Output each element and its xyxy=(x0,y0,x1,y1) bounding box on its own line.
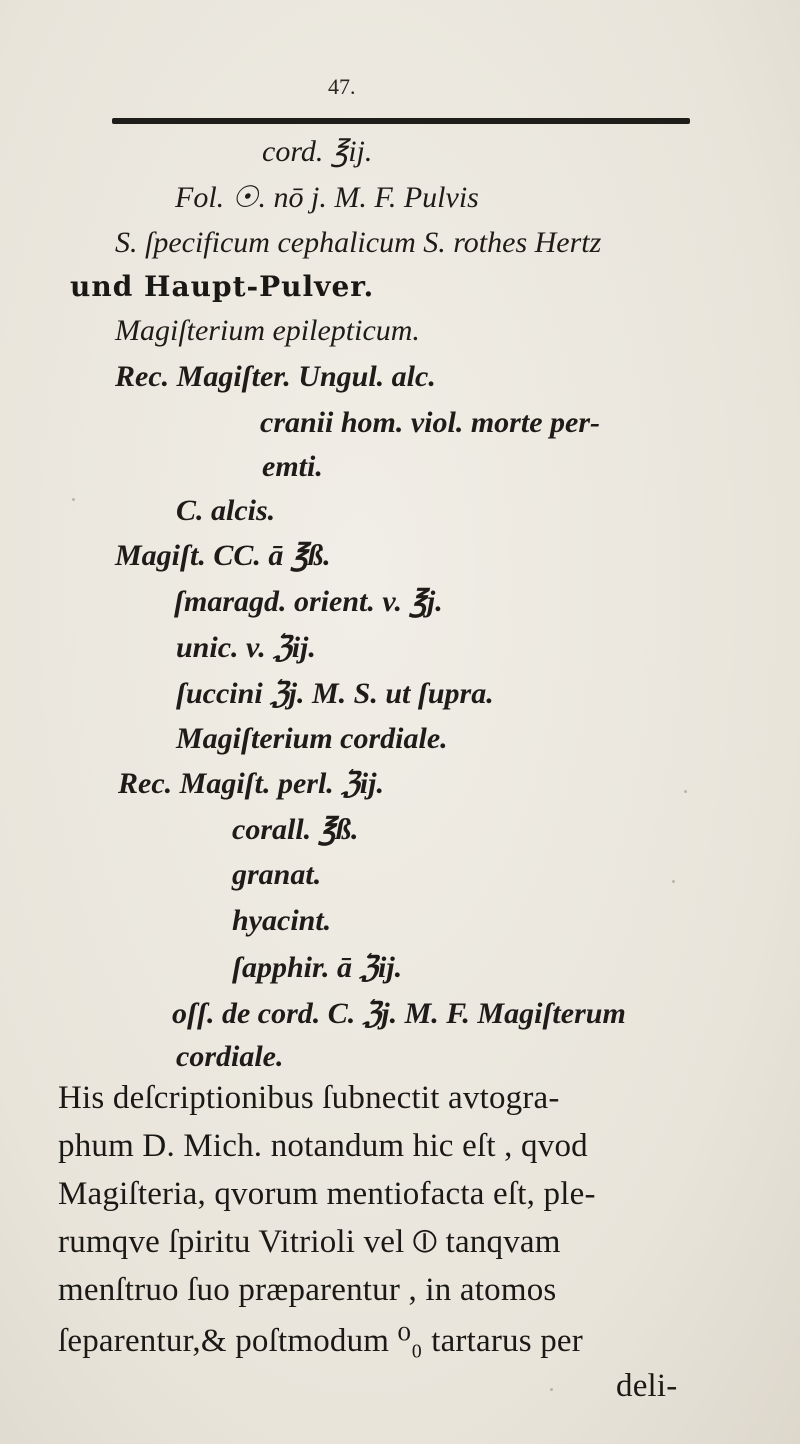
text-line: phum D. Mich. notandum hic eſt , qvod xyxy=(58,1128,588,1164)
text-line: unic. v. ℨij. xyxy=(176,631,316,664)
paper-speck xyxy=(72,498,75,501)
text-line: granat. xyxy=(232,858,322,891)
text-line: ſuccini ℨj. M. S. ut ſupra. xyxy=(176,677,494,710)
text-line: Fol. ☉. nō j. M. F. Pulvis xyxy=(175,181,479,214)
text-line: Magiſteria, qvorum mentiofacta eſt, ple- xyxy=(58,1176,596,1212)
text-line: ſeparentur,& poſtmodum ⁰₀ tartarus per xyxy=(58,1323,583,1359)
text-line: oſſ. de cord. C. ℨj. M. F. Magiſterum xyxy=(172,997,626,1030)
text-line: rumqve ſpiritu Vitrioli vel ⦶ tanqvam xyxy=(58,1224,561,1260)
text-line: Magiſterium cordiale. xyxy=(176,722,448,755)
text-line: menſtruo ſuo præparentur , in atomos xyxy=(58,1272,557,1308)
paper-speck xyxy=(550,1388,553,1391)
text-line: cranii hom. viol. morte per- xyxy=(260,406,600,439)
text-line: C. alcis. xyxy=(176,494,276,527)
text-line: ſapphir. ā ℨij. xyxy=(232,951,403,984)
text-line: Magiſt. CC. ā ℥ß. xyxy=(115,539,331,572)
paper-speck xyxy=(684,790,687,793)
paper-speck xyxy=(672,880,675,883)
text-line: Rec. Magiſter. Ungul. alc. xyxy=(115,360,436,393)
text-line: ſmaragd. orient. v. ℥j. xyxy=(174,585,443,618)
text-line: cordiale. xyxy=(176,1040,284,1073)
text-line: Magiſterium epilepticum. xyxy=(115,314,420,347)
page-number: 47. xyxy=(328,74,356,99)
text-line: deli- xyxy=(616,1368,678,1404)
text-line: cord. ℥ij. xyxy=(262,135,373,168)
text-line: und Haupt-Pulver. xyxy=(70,270,375,303)
header-rule xyxy=(112,118,690,124)
text-line: Rec. Magiſt. perl. ℨij. xyxy=(118,767,384,800)
text-line: hyacint. xyxy=(232,904,332,937)
text-line: S. ſpecificum cephalicum S. rothes Hertz xyxy=(115,226,602,259)
text-line: emti. xyxy=(262,450,323,483)
text-line: corall. ℥ß. xyxy=(232,813,359,846)
text-line: His deſcriptionibus ſubnectit avtogra- xyxy=(58,1080,560,1116)
